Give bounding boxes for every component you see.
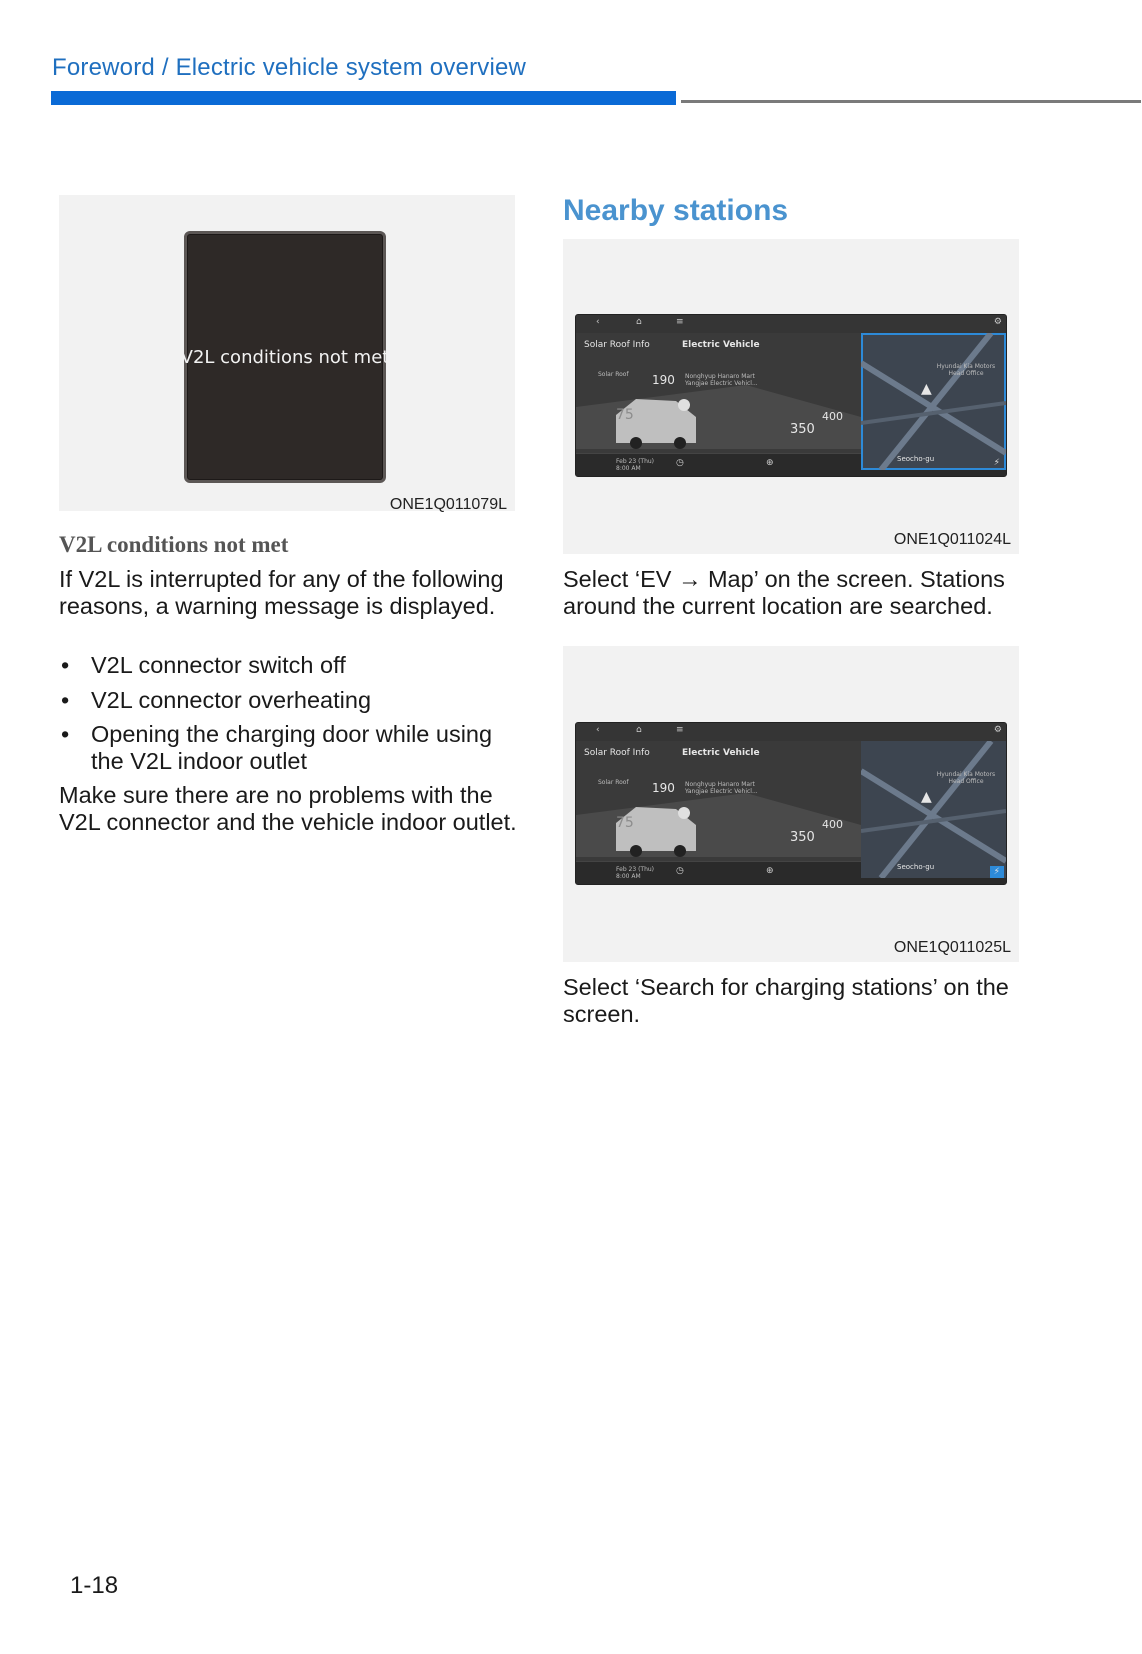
header-rule-gray: [681, 100, 1141, 103]
reason-list: [59, 652, 519, 782]
battery-percent: 75: [616, 815, 634, 831]
settings-icon[interactable]: ⚙: [993, 725, 1002, 735]
menu-icon[interactable]: ≡: [676, 725, 684, 735]
search-charging-stations-icon[interactable]: ⚡: [990, 866, 1004, 878]
list-item: • V2L connector switch off: [59, 652, 519, 679]
caption-nearby-1: Select ‘EV → Map’ on the screen. Stations around the current location are searched.: [563, 566, 1005, 619]
running-header: Foreword / Electric vehicle system overview: [52, 54, 527, 81]
charging-icon[interactable]: ⊕: [766, 458, 774, 468]
solar-roof-label: Solar Roof: [598, 779, 629, 786]
cluster-warning-display: [180, 231, 390, 483]
tab-electric-vehicle[interactable]: Electric Vehicle: [682, 748, 760, 758]
figure-nearby-stations-1: [563, 239, 1019, 554]
station-name: Nonghyup Hanaro Mart Yangjae Electric Vehicl...: [685, 373, 758, 387]
figure-code: ONE1Q011024L: [893, 531, 1011, 548]
tab-electric-vehicle[interactable]: Electric Vehicle: [682, 340, 760, 350]
range-current: 350: [790, 422, 815, 437]
figure-v2l-warning: [59, 195, 515, 511]
solar-roof-label: Solar Roof: [598, 371, 629, 378]
back-icon[interactable]: ‹: [596, 317, 600, 327]
battery-percent: 75: [616, 407, 634, 423]
figure-code: ONE1Q011079L: [389, 496, 507, 513]
timer-icon[interactable]: ◷: [676, 458, 684, 468]
subsection-heading: V2L conditions not met: [59, 532, 289, 557]
caption-nearby-2: Select ‘Search for charging stations’ on the screen.: [563, 974, 1009, 1027]
intro-paragraph: If V2L is interrupted for any of the following reasons, a warning message is displayed.: [59, 566, 504, 619]
section-title: Nearby stations: [563, 194, 789, 227]
header-rule-blue: [51, 91, 676, 105]
screen-top-bar: [576, 315, 1006, 333]
figure-code: ONE1Q011025L: [893, 939, 1011, 956]
settings-icon[interactable]: ⚙: [993, 317, 1002, 327]
closing-paragraph: Make sure there are no problems with the V2L connector and the vehicle indoor outlet.: [59, 782, 517, 835]
ev-charge-icon[interactable]: ⚡: [993, 458, 1000, 468]
map-poi-label: Hyundai Kia Motors Head Office: [936, 771, 996, 785]
map-view[interactable]: [861, 741, 1006, 878]
date-time: Feb 23 (Thu) 8:00 AM: [616, 458, 655, 472]
date-time: Feb 23 (Thu) 8:00 AM: [616, 866, 655, 880]
tab-solar-roof-info[interactable]: Solar Roof Info: [584, 748, 650, 758]
tab-solar-roof-info[interactable]: Solar Roof Info: [584, 340, 650, 350]
figure-nearby-stations-2: [563, 646, 1019, 962]
current-location[interactable]: Seocho-gu: [897, 863, 935, 871]
range-max: 400: [822, 818, 843, 831]
list-item: • Opening the charging door while using the V2L indoor outlet: [59, 721, 519, 774]
location-arrow-icon: ▲: [921, 789, 932, 805]
infotainment-screen: [575, 314, 1007, 477]
timer-icon[interactable]: ◷: [676, 866, 684, 876]
station-name: Nonghyup Hanaro Mart Yangjae Electric Vehicl...: [685, 781, 758, 795]
home-icon[interactable]: ⌂: [636, 725, 642, 735]
map-poi-label: Hyundai Kia Motors Head Office: [936, 363, 996, 377]
location-arrow-icon: ▲: [921, 381, 932, 397]
list-item: • V2L connector overheating: [59, 687, 519, 714]
charging-icon[interactable]: ⊕: [766, 866, 774, 876]
menu-icon[interactable]: ≡: [676, 317, 684, 327]
range-to-station: 190: [652, 373, 675, 387]
range-max: 400: [822, 410, 843, 423]
home-icon[interactable]: ⌂: [636, 317, 642, 327]
screen-top-bar: [576, 723, 1006, 741]
warning-message: V2L conditions not met: [180, 346, 390, 368]
range-current: 350: [790, 830, 815, 845]
map-view[interactable]: [861, 333, 1006, 470]
back-icon[interactable]: ‹: [596, 725, 600, 735]
range-to-station: 190: [652, 781, 675, 795]
current-location[interactable]: Seocho-gu: [897, 455, 935, 463]
page-number: 1-18: [70, 1572, 119, 1599]
infotainment-screen: [575, 722, 1007, 885]
